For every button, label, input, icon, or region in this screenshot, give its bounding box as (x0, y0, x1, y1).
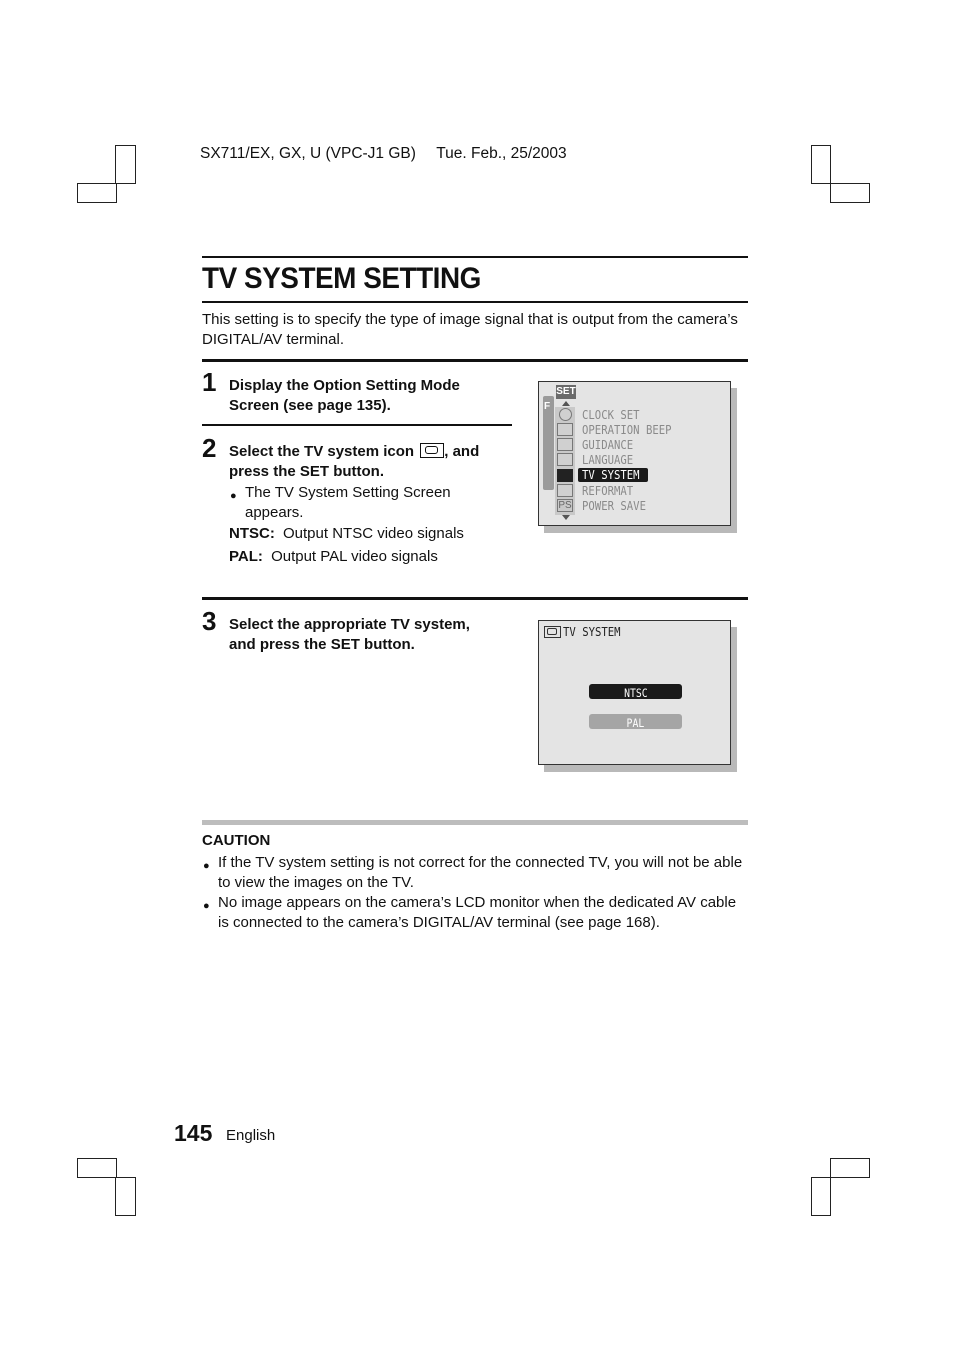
step-text (229, 442, 509, 481)
definition-desc: Output NTSC video signals (283, 525, 464, 542)
menu-item-reformat: REFORMAT (582, 483, 634, 498)
scroll-down-icon (562, 515, 570, 520)
ps-label: PS (558, 500, 572, 511)
option-ntsc (589, 684, 682, 699)
menu-f-label: F (544, 401, 551, 412)
step-text-after: , and press the SET button. (229, 443, 480, 480)
step-rule (202, 424, 512, 426)
crop-mark (811, 1177, 831, 1216)
step-text: Select the appropriate TV system, and press the SET button. (229, 616, 470, 653)
caution-item: ● If the TV system setting is not correct for the connected TV, you will not be able to view the images on the TV. (218, 853, 748, 893)
definition-ntsc (229, 524, 464, 544)
bell-icon (557, 423, 573, 436)
print-header (200, 145, 567, 163)
page-language: English (226, 1127, 276, 1144)
lcd-tv-system-screen (538, 620, 731, 765)
option-pal (589, 714, 682, 729)
menu-item-power-save: POWER SAVE (582, 498, 646, 513)
caution-rule (202, 820, 748, 825)
step-number: 1 (202, 367, 217, 397)
definition-term: PAL: (229, 548, 263, 565)
step-number: 2 (202, 433, 217, 463)
step-rule (202, 359, 748, 362)
menu-item-tv-system: TV SYSTEM (582, 467, 640, 482)
page-number: 145 (174, 1120, 213, 1146)
set-label: SET (556, 386, 576, 397)
step-text-before: Select the TV system icon (229, 443, 415, 460)
step-text: Display the Option Setting Mode Screen (see page 135). (229, 377, 460, 414)
tv-system-icon (420, 443, 444, 458)
clock-icon (559, 408, 572, 421)
tv-system-icon (557, 469, 573, 482)
lcd-option-menu (538, 381, 731, 526)
scroll-up-icon (562, 401, 570, 406)
step-number: 3 (202, 606, 217, 636)
crop-mark (115, 1177, 136, 1216)
crop-mark (115, 145, 136, 184)
caution-title: CAUTION (202, 832, 271, 849)
crop-mark (77, 1158, 117, 1178)
menu-item-operation-beep: OPERATION BEEP (582, 422, 672, 437)
tv-system-icon (544, 626, 561, 638)
title-rule-top (202, 256, 748, 258)
step-rule (202, 597, 748, 600)
crop-mark (811, 145, 831, 184)
menu-item-guidance: GUIDANCE (582, 437, 634, 452)
guidance-icon (557, 438, 573, 451)
crop-mark (830, 1158, 870, 1178)
crop-mark (830, 183, 870, 203)
option-label: PAL (626, 716, 645, 730)
option-label: NTSC (623, 686, 648, 700)
tv-screen-title: TV SYSTEM (563, 624, 621, 639)
reformat-icon (557, 484, 573, 497)
step-bullet: ● The TV System Setting Screen appears. (245, 483, 495, 523)
language-icon (557, 453, 573, 466)
definition-desc: Output PAL video signals (271, 548, 438, 565)
intro-paragraph: This setting is to specify the type of image signal that is output from the camera’s DIGITAL/AV terminal. (202, 311, 738, 348)
menu-item-clock-set: CLOCK SET (582, 407, 640, 422)
crop-mark (77, 183, 117, 203)
caution-item: ● No image appears on the camera’s LCD monitor when the dedicated AV cable is connected to the camera’s DIGITAL/AV terminal (see page 168). (218, 893, 748, 933)
model-code: SX711/EX, GX, U (VPC-J1 GB) (200, 145, 416, 162)
page-title: TV SYSTEM SETTING (202, 262, 481, 295)
title-rule-bottom (202, 301, 748, 303)
print-date: Tue. Feb., 25/2003 (436, 145, 567, 162)
menu-item-language: LANGUAGE (582, 452, 634, 467)
definition-pal (229, 547, 438, 567)
definition-term: NTSC: (229, 525, 275, 542)
